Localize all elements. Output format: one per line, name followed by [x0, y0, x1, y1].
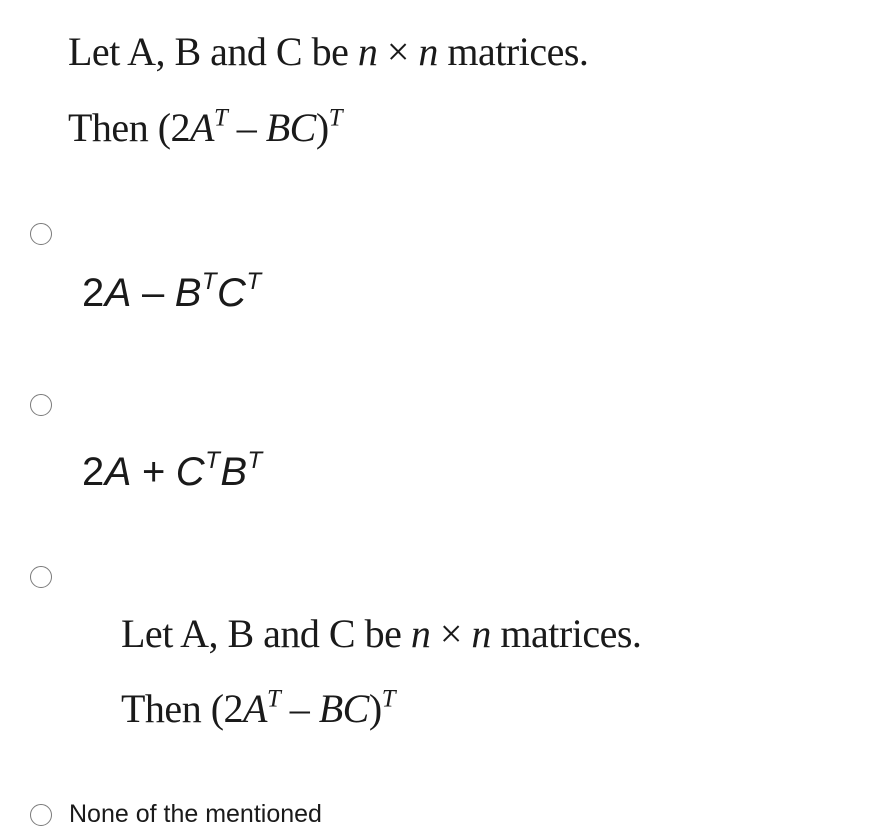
- option-a-x-transpose: T: [201, 268, 218, 296]
- option-b-operator: +: [141, 450, 166, 494]
- question-minus: –: [227, 105, 266, 150]
- option-c-a: A: [243, 686, 267, 731]
- option-a-operator: –: [141, 271, 165, 315]
- question-bc: BC: [265, 105, 316, 150]
- option-c-transpose-2: T: [381, 685, 395, 713]
- option-c-radio[interactable]: [30, 566, 52, 588]
- option-b-expression: [82, 447, 263, 494]
- option-c-line-1: [121, 611, 642, 656]
- question-line-1-suffix: matrices.: [437, 29, 589, 74]
- option-d-radio[interactable]: [30, 804, 52, 826]
- question-line-1: [68, 29, 589, 74]
- question-line-2-prefix: Then (2: [68, 105, 191, 150]
- question-close-paren: ): [315, 105, 329, 150]
- option-b-x-transpose: T: [205, 447, 221, 475]
- option-b-y: B: [220, 450, 248, 494]
- question-line-2: [68, 104, 342, 150]
- option-a-y-transpose: T: [246, 268, 262, 296]
- option-c-times: ×: [430, 611, 472, 656]
- option-b-two: 2: [82, 450, 105, 494]
- option-c-n2: n: [471, 611, 491, 656]
- question-a: A: [190, 105, 214, 150]
- question-transpose-2: T: [328, 104, 342, 132]
- option-c-line-2: [121, 685, 395, 731]
- option-c-line-2-prefix: Then (2: [121, 686, 244, 731]
- question-n1: n: [357, 29, 378, 74]
- question-line-1-prefix: Let A, B and C be: [68, 29, 358, 74]
- option-c-line-1-suffix: matrices.: [490, 611, 642, 656]
- option-a-a: A: [104, 271, 132, 315]
- option-a-two: 2: [82, 271, 105, 315]
- option-d-label: None of the mentioned: [69, 800, 322, 828]
- option-c-minus: –: [280, 686, 319, 731]
- option-c-n1: n: [410, 611, 431, 656]
- option-a-x: B: [174, 271, 202, 315]
- option-b-radio[interactable]: [30, 394, 52, 416]
- option-a-expression: [82, 268, 262, 315]
- option-c-transpose-1: T: [266, 685, 281, 713]
- question-transpose-1: T: [213, 104, 228, 132]
- option-c-line-1-prefix: Let A, B and C be: [121, 611, 411, 656]
- option-b-y-transpose: T: [247, 447, 263, 475]
- option-c-bc: BC: [318, 686, 369, 731]
- option-b-x: C: [175, 450, 206, 494]
- question-times: ×: [377, 29, 419, 74]
- option-c-close-paren: ): [368, 686, 382, 731]
- option-a-radio[interactable]: [30, 223, 52, 245]
- option-b-a: A: [104, 450, 132, 494]
- option-a-y: C: [217, 271, 247, 315]
- question-n2: n: [418, 29, 438, 74]
